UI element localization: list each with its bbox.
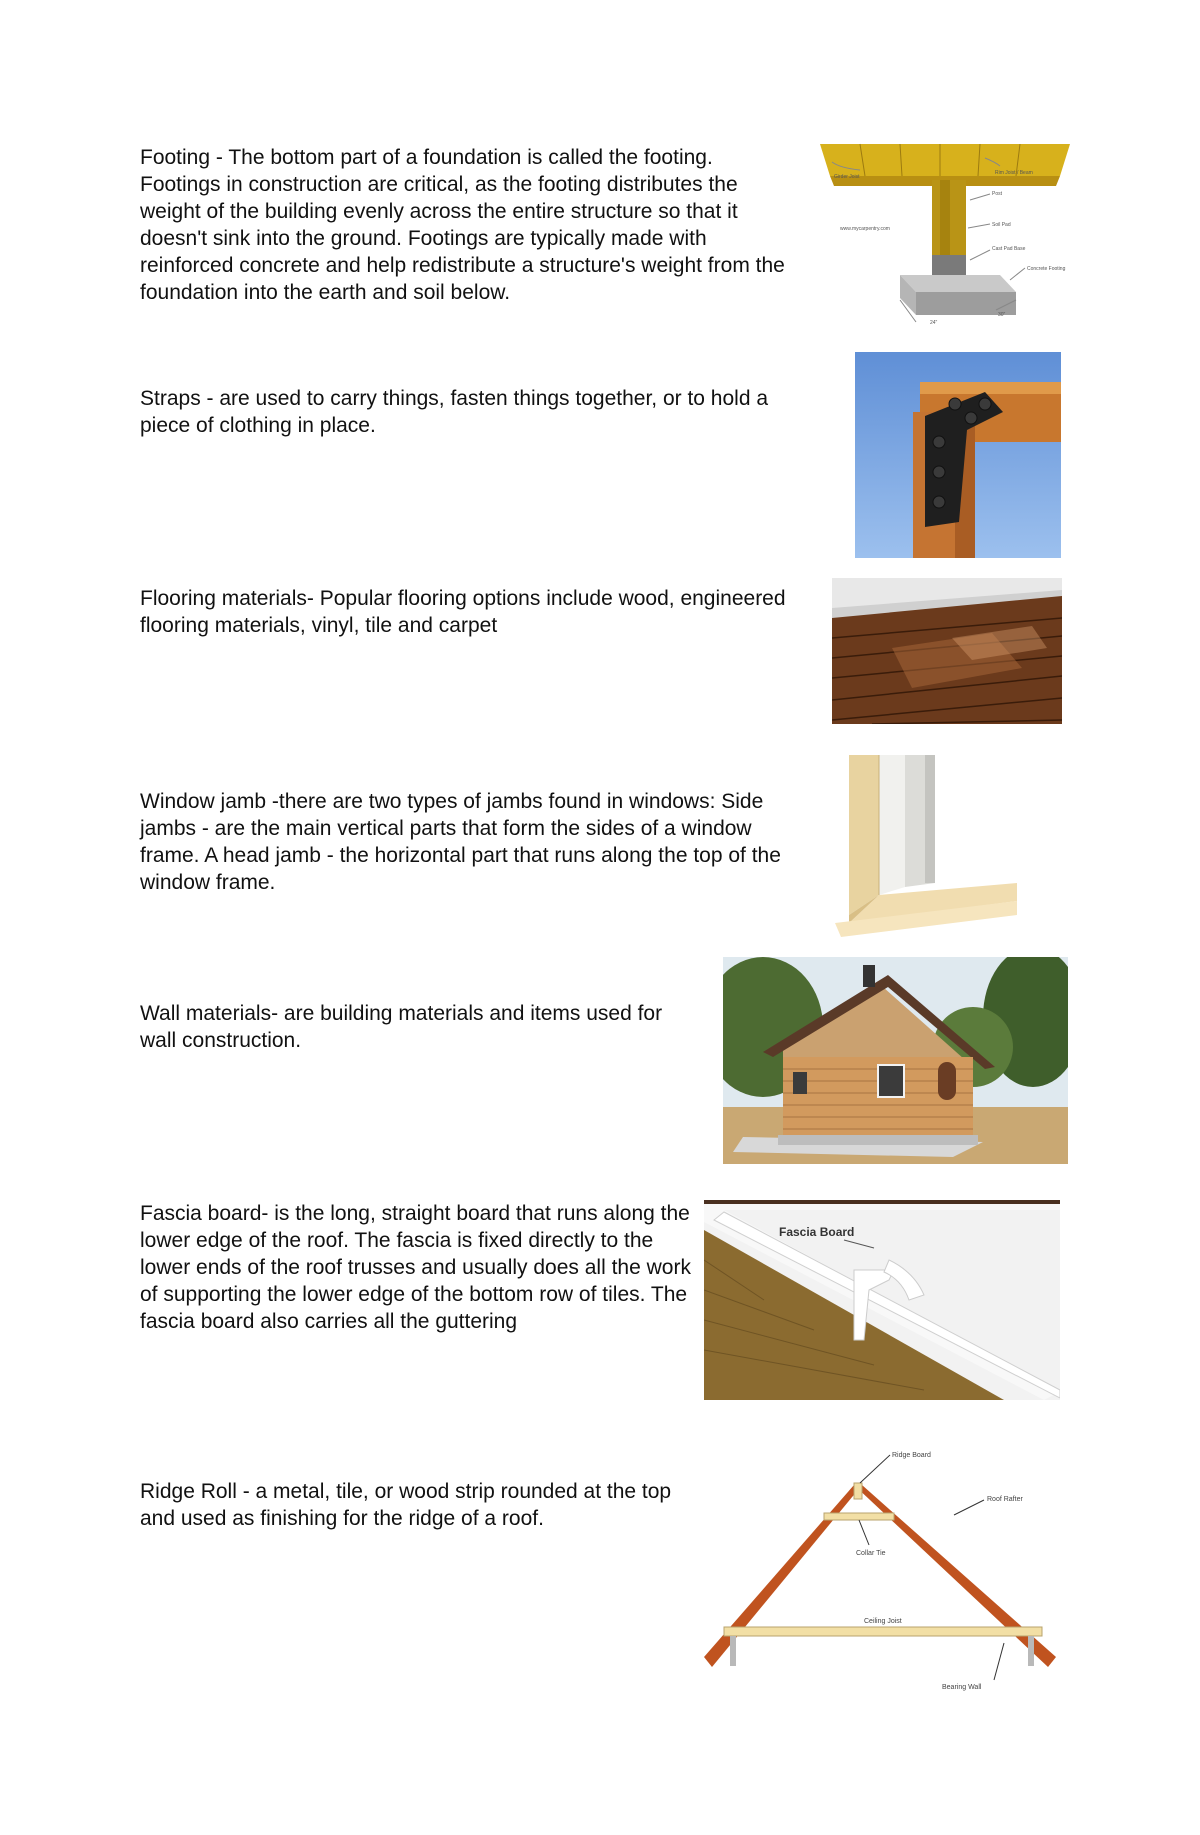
fascia-text: Fascia board- is the long, straight board that runs along the lower edge of the roof. The fascia is fixed directly to the lower ends of the roof trusses and usually does all the work of supporting the lower edge of the bottom row of tiles. The fascia board also carries all the guttering	[140, 1202, 691, 1333]
wood-floor-photo	[832, 578, 1062, 724]
wall-materials-text: Wall materials- are building materials and items used for wall construction.	[140, 1002, 663, 1052]
footing-label-soil-pad: Soil Pad	[992, 222, 1011, 228]
footing-label-dim-b: 30"	[998, 312, 1006, 318]
straps-text: Straps - are used to carry things, fasten things together, or to hold a piece of clothing in place.	[140, 387, 769, 437]
footing-diagram	[820, 140, 1080, 330]
log-house-photo	[723, 957, 1068, 1164]
footing-text: Footing - The bottom part of a foundation is called the footing. Footings in construction are critical, as the footing distributes the weight of the building evenly across the entire structure so that it doesn't sink into the ground. Footings are typically made with reinforced concrete and help redistribute a structure's weight from the foundation into the earth and soil below.	[140, 146, 785, 304]
footing-label-rim: Rim Joist / Beam	[995, 170, 1033, 176]
ridge-roll-text: Ridge Roll - a metal, tile, or wood strip rounded at the top and used as finishing for the ridge of a roof.	[140, 1480, 672, 1530]
footing-label-post: Post	[992, 191, 1003, 197]
footing-label-cast-pad: Cast Pad Base	[992, 246, 1026, 252]
strap-bracket-photo	[855, 352, 1061, 558]
footing-label-website: www.mycarpentry.com	[840, 226, 890, 232]
window-jamb-text: Window jamb -there are two types of jambs found in windows: Side jambs - are the main vertical parts that form the sides of a window frame. A head jamb - the horizontal part that runs along the top of the window frame.	[140, 790, 781, 894]
truss-label-rafter: Roof Rafter	[987, 1496, 1023, 1503]
window-jamb-photo	[835, 755, 1017, 943]
footing-label-dim-a: 24"	[930, 320, 938, 326]
footing-label-girder: Girder Joist	[834, 174, 860, 180]
flooring-text: Flooring materials- Popular flooring options include wood, engineered flooring materials, vinyl, tile and carpet	[140, 587, 786, 637]
truss-label-collar: Collar Tie	[856, 1550, 886, 1557]
fascia-board-photo	[704, 1200, 1060, 1400]
fascia-label: Fascia Board	[779, 1225, 855, 1239]
roof-truss-diagram	[704, 1445, 1060, 1695]
truss-label-ridge: Ridge Board	[892, 1452, 931, 1459]
truss-label-bearing: Bearing Wall	[942, 1684, 982, 1691]
footing-label-concrete: Concrete Footing	[1027, 266, 1066, 272]
truss-label-ceiling: Ceiling Joist	[864, 1618, 902, 1625]
